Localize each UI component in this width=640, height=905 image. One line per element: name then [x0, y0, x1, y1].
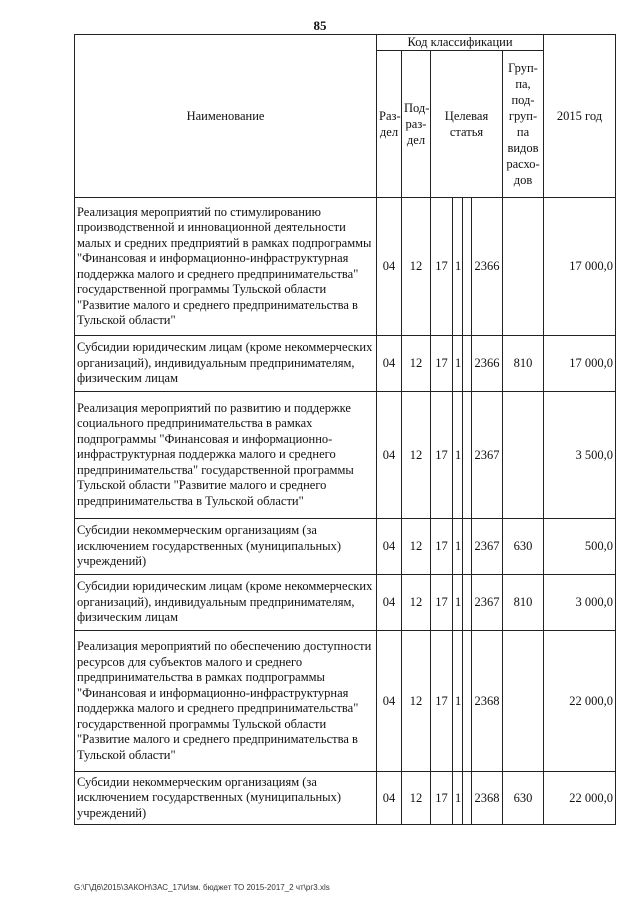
row-section: 04 [377, 392, 402, 519]
row-target-article-part2: 1 [453, 772, 463, 825]
row-expense-group: 630 [503, 772, 544, 825]
row-subsection: 12 [402, 519, 431, 575]
row-amount: 500,0 [544, 519, 616, 575]
row-target-article-part3 [463, 336, 472, 392]
row-name: Субсидии юридическим лицам (кроме некоммерческих организаций), индивидуальным предпринимателям, физическим лицам [75, 575, 377, 631]
table-row [75, 519, 616, 575]
row-section: 04 [377, 631, 402, 772]
row-target-article-part1: 17 [431, 631, 453, 772]
row-expense-group [503, 198, 544, 336]
header-name: Наименование [75, 35, 377, 198]
row-target-article-part1: 17 [431, 575, 453, 631]
table-row [75, 336, 616, 392]
row-subsection: 12 [402, 336, 431, 392]
row-name: Субсидии некоммерческим организациям (за исключением государственных (муниципальных) учреждений) [75, 772, 377, 825]
row-subsection: 12 [402, 575, 431, 631]
row-subsection: 12 [402, 392, 431, 519]
row-target-article-part3 [463, 772, 472, 825]
row-expense-group: 810 [503, 336, 544, 392]
file-path-footer: G:\Г\Д6\2015\ЗАКОН\ЗАС_17\Изм. бюджет ТО 2015-2017_2 чт\рг3.xls [74, 883, 330, 892]
row-target-article-part3 [463, 631, 472, 772]
row-target-article-part4: 2366 [472, 198, 503, 336]
row-target-article-part4: 2367 [472, 392, 503, 519]
budget-table [74, 34, 616, 825]
row-subsection: 12 [402, 198, 431, 336]
row-name: Реализация мероприятий по развитию и поддержке социального предпринимательства в рамках подпрограммы "Финансовая и информационно-инфраструктурная поддержка малого и среднего предпринимательства" государственной программы Тульской области "Развитие малого и среднего предпринимательства в Тульской области" [75, 392, 377, 519]
row-target-article-part4: 2368 [472, 772, 503, 825]
row-target-article-part2: 1 [453, 631, 463, 772]
table-row [75, 198, 616, 336]
row-expense-group [503, 392, 544, 519]
row-target-article-part3 [463, 519, 472, 575]
row-target-article-part1: 17 [431, 392, 453, 519]
row-section: 04 [377, 519, 402, 575]
header-section: Раз- дел [377, 51, 402, 198]
row-amount: 17 000,0 [544, 198, 616, 336]
page-number: 85 [313, 18, 327, 33]
table-row [75, 772, 616, 825]
table-row [75, 392, 616, 519]
row-target-article-part4: 2368 [472, 631, 503, 772]
row-target-article-part2: 1 [453, 519, 463, 575]
row-target-article-part2: 1 [453, 198, 463, 336]
row-target-article-part1: 17 [431, 519, 453, 575]
row-name: Субсидии юридическим лицам (кроме некоммерческих организаций), индивидуальным предпринимателям, физическим лицам [75, 336, 377, 392]
row-expense-group [503, 631, 544, 772]
row-amount: 3 000,0 [544, 575, 616, 631]
row-target-article-part4: 2367 [472, 575, 503, 631]
header-expense-group: Груп- па, под- груп- па видов расхо- дов [503, 51, 544, 198]
row-subsection: 12 [402, 631, 431, 772]
row-target-article-part1: 17 [431, 198, 453, 336]
table-row [75, 575, 616, 631]
row-amount: 17 000,0 [544, 336, 616, 392]
row-target-article-part2: 1 [453, 575, 463, 631]
row-target-article-part4: 2366 [472, 336, 503, 392]
row-section: 04 [377, 772, 402, 825]
header-subsection: Под- раз- дел [402, 51, 431, 198]
row-name: Реализация мероприятий по стимулированию производственной и инновационной деятельности малых и средних предприятий в рамках подпрограммы "Финансовая и информационно-инфраструктурная поддержка малого и среднего предпринимательства" государственной программы Тульской области "Развитие малого и среднего предпринимательства в Тульской области" [75, 198, 377, 336]
row-amount: 22 000,0 [544, 772, 616, 825]
row-target-article-part2: 1 [453, 392, 463, 519]
header-year-2015: 2015 год [544, 35, 616, 198]
header-target-article: Целевая статья [431, 51, 503, 198]
table-row [75, 631, 616, 772]
row-target-article-part1: 17 [431, 336, 453, 392]
row-expense-group: 630 [503, 519, 544, 575]
row-name: Субсидии некоммерческим организациям (за исключением государственных (муниципальных) учреждений) [75, 519, 377, 575]
row-target-article-part3 [463, 198, 472, 336]
row-section: 04 [377, 336, 402, 392]
row-name: Реализация мероприятий по обеспечению доступности ресурсов для субъектов малого и среднего предпринимательства в рамках подпрограммы "Финансовая и информационно-инфраструктурная поддержка малого и среднего предпринимательства" государственной программы Тульской области "Развитие малого и среднего предпринимательства в Тульской области" [75, 631, 377, 772]
row-amount: 3 500,0 [544, 392, 616, 519]
row-target-article-part2: 1 [453, 336, 463, 392]
row-expense-group: 810 [503, 575, 544, 631]
row-target-article-part1: 17 [431, 772, 453, 825]
row-section: 04 [377, 198, 402, 336]
row-target-article-part4: 2367 [472, 519, 503, 575]
row-section: 04 [377, 575, 402, 631]
header-classification-code: Код классификации [377, 35, 544, 51]
row-target-article-part3 [463, 392, 472, 519]
row-amount: 22 000,0 [544, 631, 616, 772]
row-subsection: 12 [402, 772, 431, 825]
row-target-article-part3 [463, 575, 472, 631]
